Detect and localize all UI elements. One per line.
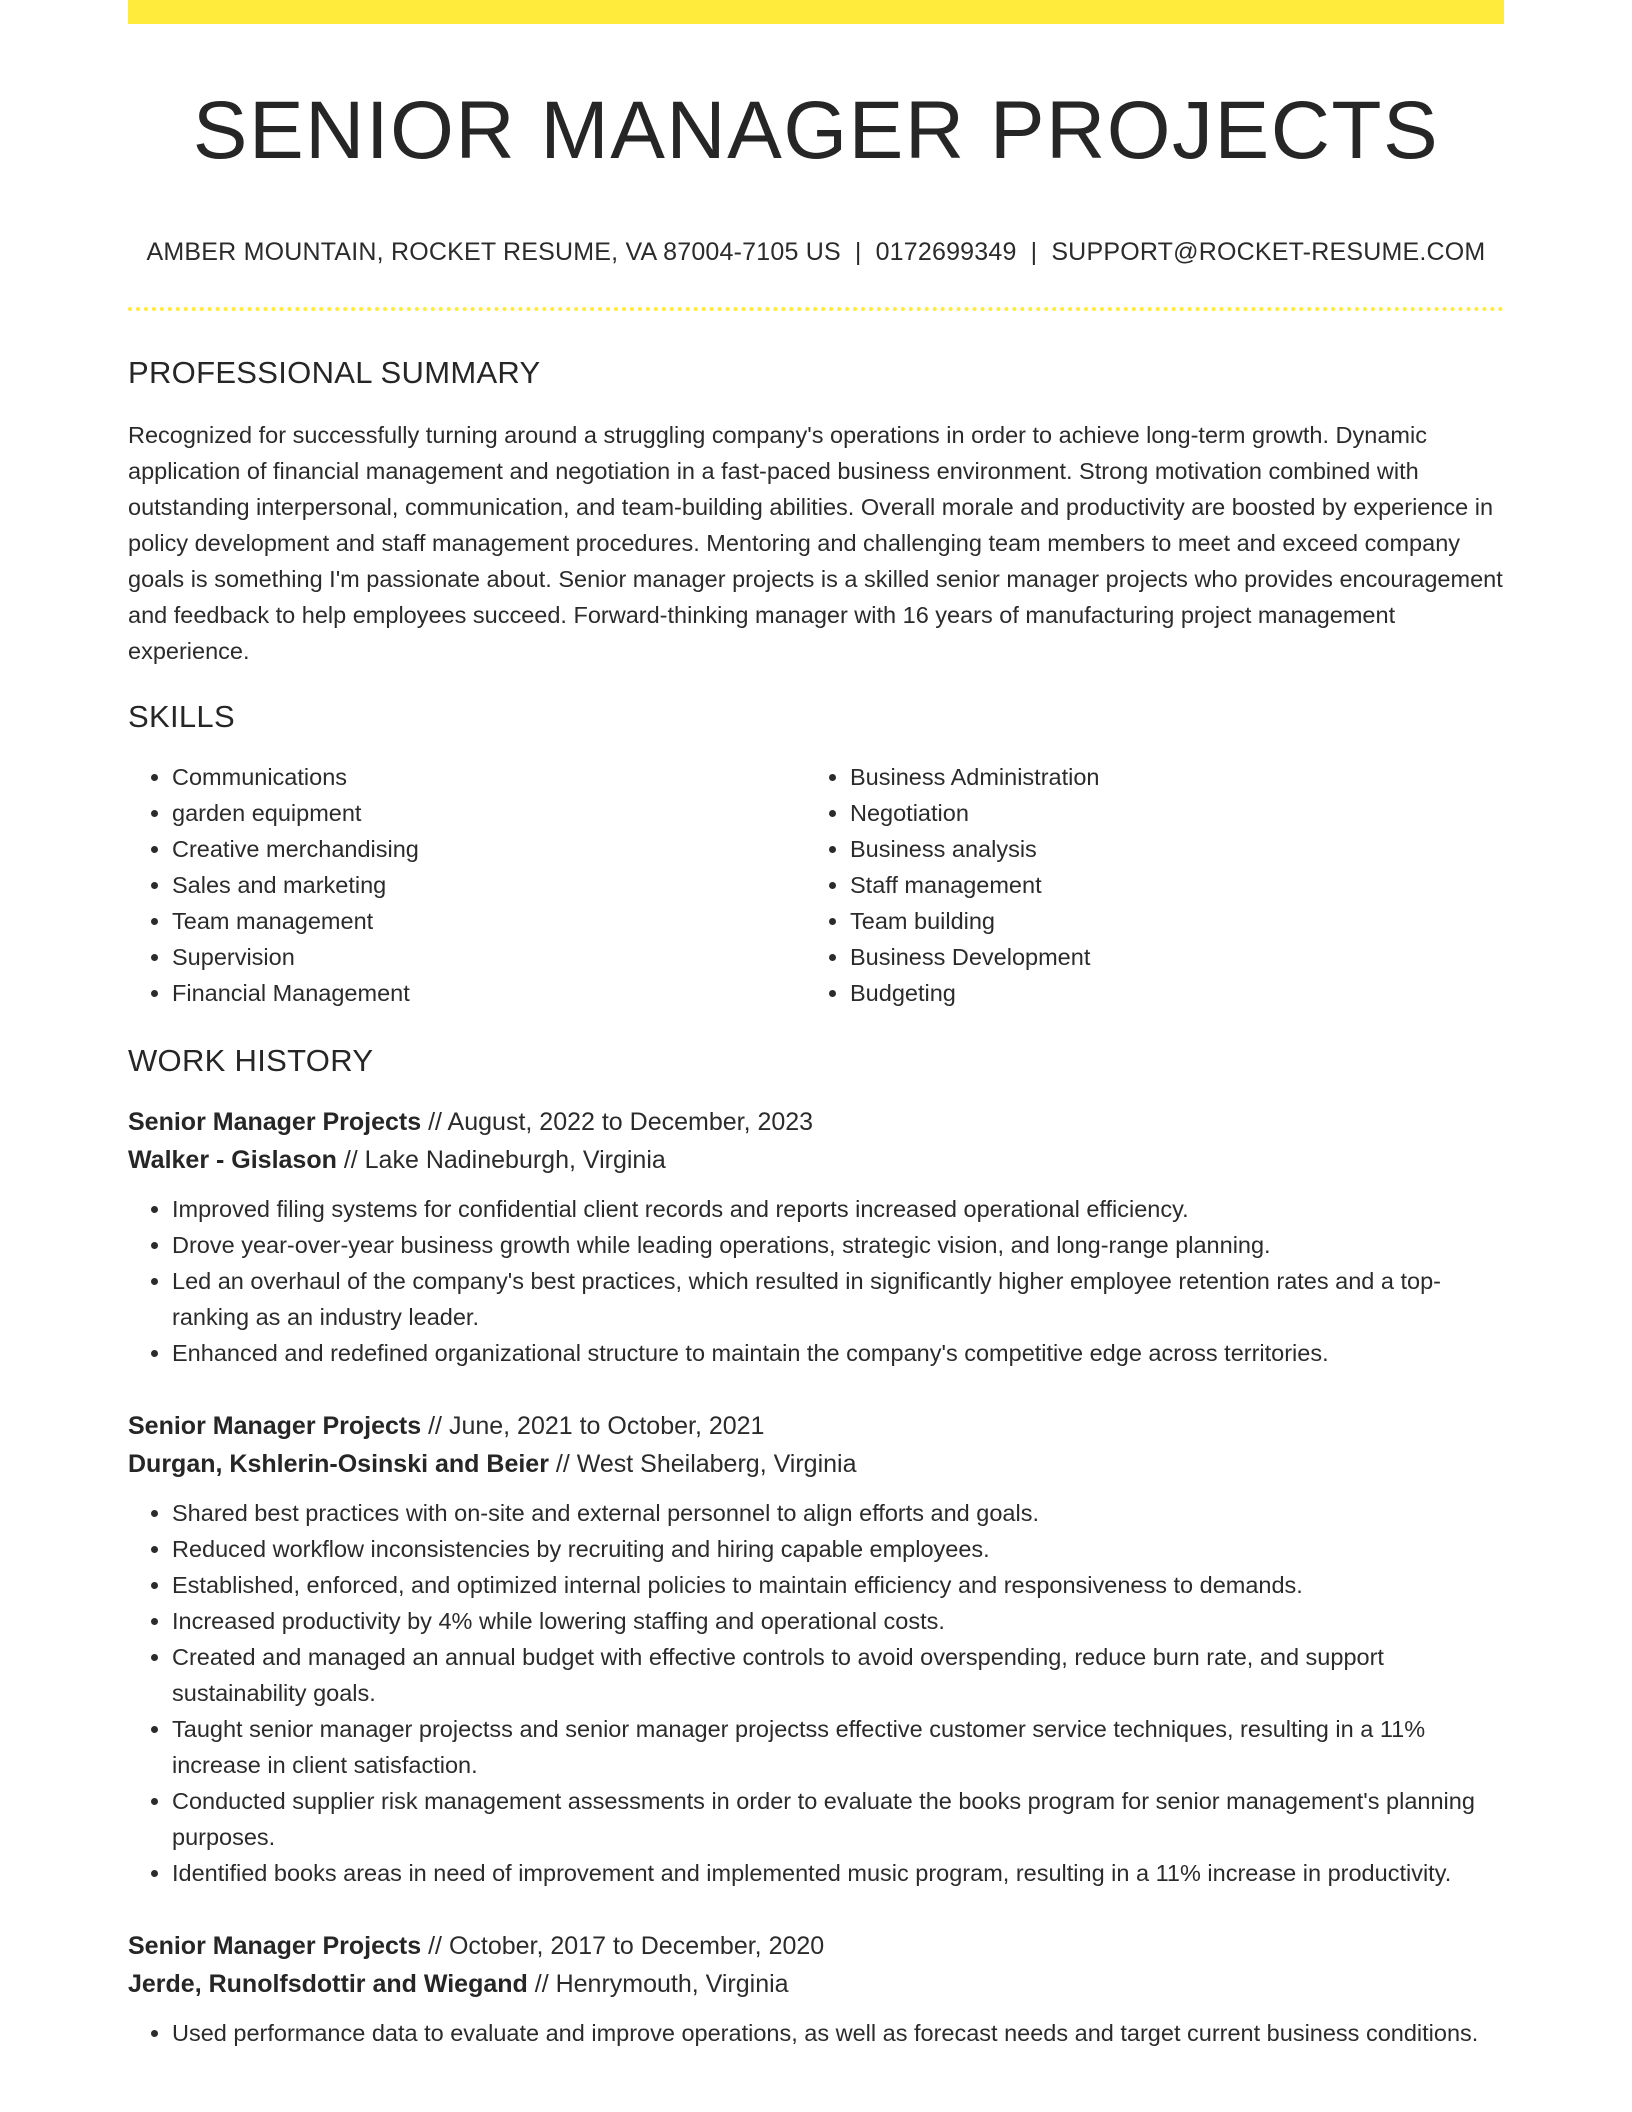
job-entry: [128, 1927, 1504, 2051]
job-bullets: [128, 1191, 1504, 1371]
job-bullet: • Conducted supplier risk management assessments in order to evaluate the books program for senior management's planning purposes.: [172, 1783, 1504, 1855]
job-company-line: [128, 1141, 1504, 1179]
contact-address: AMBER MOUNTAIN, ROCKET RESUME, VA 87004-7105 US: [146, 238, 841, 267]
skill-item: • Communications: [172, 759, 806, 795]
skills-list-left: [128, 759, 806, 1011]
skill-item: • Sales and marketing: [172, 867, 806, 903]
job-title-line: [128, 1103, 1504, 1141]
work-history-heading: WORK HISTORY: [128, 1043, 374, 1079]
skills-list-right: [806, 759, 1484, 1011]
skill-item: • Business analysis: [850, 831, 1484, 867]
job-bullet: • Enhanced and redefined organizational structure to maintain the company's competitive edge across territories.: [172, 1335, 1504, 1371]
skill-item: • Team building: [850, 903, 1484, 939]
skill-item: • Business Administration: [850, 759, 1484, 795]
job-dates: // June, 2021 to October, 2021: [421, 1412, 765, 1441]
skill-item: • Creative merchandising: [172, 831, 806, 867]
job-company-line: [128, 1445, 1504, 1483]
job-entry: [128, 1407, 1504, 1891]
candidate-name: SENIOR MANAGER PROJECTS: [192, 85, 1440, 176]
skill-item: • garden equipment: [172, 795, 806, 831]
job-bullet: • Shared best practices with on-site and external personnel to align efforts and goals.: [172, 1495, 1504, 1531]
skills-heading: SKILLS: [128, 699, 235, 735]
job-bullets: [128, 2015, 1504, 2051]
contact-separator: |: [854, 238, 862, 267]
job-role: Senior Manager Projects: [128, 1108, 422, 1137]
job-bullet: • Reduced workflow inconsistencies by recruiting and hiring capable employees.: [172, 1531, 1504, 1567]
accent-top-bar: [128, 0, 1504, 24]
job-dates: // October, 2017 to December, 2020: [421, 1932, 825, 1961]
contact-separator: |: [1030, 238, 1038, 267]
skills-columns: [128, 759, 1504, 1011]
job-bullet: • Identified books areas in need of improvement and implemented music program, resulting in a 11% increase in productivity.: [172, 1855, 1504, 1891]
job-bullet: • Used performance data to evaluate and improve operations, as well as forecast needs and target current business conditions.: [172, 2015, 1504, 2051]
skill-item: • Business Development: [850, 939, 1484, 975]
job-entry: [128, 1103, 1504, 1371]
resume-page: [128, 0, 1504, 2051]
skill-item: • Staff management: [850, 867, 1484, 903]
job-bullet: • Established, enforced, and optimized internal policies to maintain efficiency and responsiveness to demands.: [172, 1567, 1504, 1603]
job-location: // Lake Nadineburgh, Virginia: [336, 1146, 666, 1175]
job-company: Walker - Gislason: [128, 1146, 337, 1175]
contact-email[interactable]: SUPPORT@ROCKET-RESUME.COM: [1051, 238, 1486, 267]
job-bullet: • Drove year-over-year business growth while leading operations, strategic vision, and long-range planning.: [172, 1227, 1504, 1263]
skill-item: • Negotiation: [850, 795, 1484, 831]
summary-text: Recognized for successfully turning around a struggling company's operations in order to achieve long-term growth. Dynamic application of financial management and negotiation in a fast-paced business environment. Strong motivation combined with outstanding interpersonal, communication, and team-building abilities. Overall morale and productivity are boosted by experience in policy development and staff management procedures. Mentoring and challenging team members to meet and exceed company goals is something I'm passionate about. Senior manager projects is a skilled senior manager projects who provides encouragement and feedback to help employees succeed. Forward-thinking manager with 16 years of manufacturing project management experience.: [128, 422, 1503, 665]
job-bullet: • Improved filing systems for confidential client records and reports increased operational efficiency.: [172, 1191, 1504, 1227]
job-bullets: [128, 1495, 1504, 1891]
contact-line: [128, 238, 1504, 267]
job-company: Durgan, Kshlerin-Osinski and Beier: [128, 1450, 549, 1479]
job-role: Senior Manager Projects: [128, 1412, 422, 1441]
dotted-divider: [128, 307, 1504, 311]
job-company: Jerde, Runolfsdottir and Wiegand: [128, 1970, 528, 1999]
job-title-line: [128, 1407, 1504, 1445]
job-bullet: • Increased productivity by 4% while lowering staffing and operational costs.: [172, 1603, 1504, 1639]
job-location: // Henrymouth, Virginia: [527, 1970, 789, 1999]
job-bullet: • Taught senior manager projectss and senior manager projectss effective customer service techniques, resulting in a 11% increase in client satisfaction.: [172, 1711, 1504, 1783]
job-bullet: • Created and managed an annual budget with effective controls to avoid overspending, reduce burn rate, and support sustainability goals.: [172, 1639, 1504, 1711]
skill-item: • Budgeting: [850, 975, 1484, 1011]
skill-item: • Team management: [172, 903, 806, 939]
job-dates: // August, 2022 to December, 2023: [421, 1108, 814, 1137]
job-location: // West Sheilaberg, Virginia: [548, 1450, 857, 1479]
job-title-line: [128, 1927, 1504, 1965]
contact-phone: 0172699349: [875, 238, 1017, 267]
job-company-line: [128, 1965, 1504, 2003]
summary-heading: PROFESSIONAL SUMMARY: [128, 355, 541, 391]
skill-item: • Financial Management: [172, 975, 806, 1011]
job-bullet: • Led an overhaul of the company's best practices, which resulted in significantly higher employee retention rates and a top-ranking as an industry leader.: [172, 1263, 1504, 1335]
job-role: Senior Manager Projects: [128, 1932, 422, 1961]
skill-item: • Supervision: [172, 939, 806, 975]
